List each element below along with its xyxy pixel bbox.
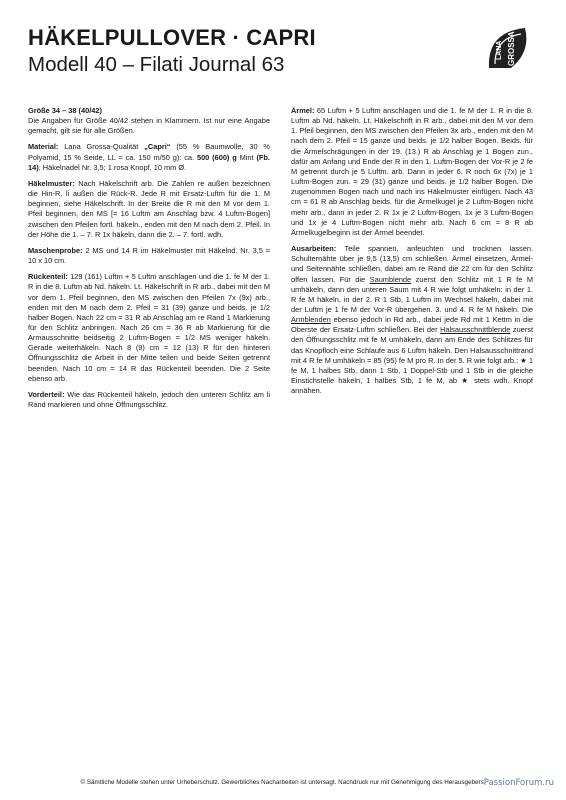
section-ausarbeiten: [291, 244, 533, 396]
ausarbeiten-text-c: ebenso jedoch in Rd arb., dabei jede Rd mit 1 Kettm in die Oberste der Ersatz-Luftm schließen. Bei der: [291, 315, 533, 335]
aermel-text: 65 Luftm + 5 Luftm anschlagen und die 1. fe M der 1. R in die 8. Luftm ab Nd. häkeln. Lt. Häkelschrift in R arb., dabei mit den M vor dem 1. Pfeil beginnen, den MS zwischen den Pfeilen 3x arb., enden mit den M nach dem 2. Pfeil = 15 ganze und beids. je 1/2 halber Bogen. Beids. für die Ärmelschrägungen in der 19. (13.) R ab Anschlag je 1 Bogen zun., dafür am Anfang und Ende der R in den 1. Luftm-Bogen der Vor-R je 2 fe M getrennt durch je 5 Luftm. arb. Dann in jeder 6. R noch 6x (7x) je 1 Luftm-Bogen zun. = 29 (31) ganze und beids. je 1/2 halber Bogen. Die zugenommen Bogen nach und nach ins Häkelmuster einfügen. Nach 43 cm = 61 R ab Anschlag beids. für die Ärmelkugel je 2 Luftm-Bogen nicht mehr arb., dann in jeder 2. R 1x je 2 Luftm-Bogen, 1x je 3 Luftm-Bogen und 1x je 4 Luftm-Bogen nicht mehr arb. Nach 6 cm = 8 R ab Ärmelkugelbeginn ist der Ärmel beendet.: [291, 106, 533, 237]
aermel-label: Ärmel:: [291, 106, 315, 115]
vorderteil-text: Wie das Rückenteil häkeln, jedoch den unteren Schlitz am li Rand markieren und ohne Öffnungsschlitz.: [28, 389, 270, 410]
maschenprobe-text: 2 MS und 14 R im Häkelmuster mit Häkelnd. Nr. 3,5 = 10 x 10 cm.: [28, 245, 270, 266]
ausarbeiten-text-a: Teile spannen, anfeuchten und trocknen lassen. Schulternähte über je 9,5 (13,5) cm schließen. Ärmel einsetzen, Ärmel- und Seitennähte schließen, dabei am re Rand die 22 cm für den Schlitz offen lassen. Für die: [291, 244, 533, 284]
logo-grossa-text: GROSSA: [507, 31, 516, 66]
ausarbeiten-text-d: zuerst den Öffnungsschlitz mit fe M umhäkeln, dann am Ende des Schlitzes für das Knopfloch eine Schlaufe aus 6 Luftm häkeln. Den Halsausschnittrand mit 4 R fe M umhäkeln = 85 (95) fe M pro R. In der 5. R wie folgt arb.: ★ 1 fe M, 1 halbes Stb, dann 1 Stb, 1 Doppel-Stb und 1 Stb in die gleiche Einstichstelle häkeln, 1 halbes Stb, 1 fe M, ab ★ stets wdh. Knopf annähen.: [291, 325, 533, 396]
ausarbeiten-text-b: zuerst den Schlitz mit 1 R fe M umhäkeln, dann den unteren Saum mit 4 R wie folgt umhäkeln: in der 1. R fe M häkeln, in der 2. R 1 Stb, 1 Luftm im Wechsel häkeln, dabei mit der Luftm je 1 fe M der Vor-R übergehen. 3. und 4. R fe M häkeln. Die: [291, 274, 533, 314]
rueckenteil-label: Rückenteil:: [28, 272, 68, 282]
right-column: [291, 106, 533, 402]
haekelmuster-text: Nach Häkelschrift arb. Die Zahlen re außen bezeichnen die Hin-R, li außen die Rück-R. Jede R mit Ersatz-Luftm für die 1. M beginnen, siehe Häkelschrift. In der Breite die R mit den M vor dem 1. Pfeil beginnen, den MS [= 16 Luftm am Anschlag bzw. 4 Luftm-Bogen] zwischen den Pfeilen fortl. häkeln., enden mit den M nach dem 2. Pfeil. In der Höhe die 1. – 7. R 1x häkeln, dann die 2. – 7. fortl. wdh.: [28, 178, 270, 239]
lana-grossa-logo: [481, 22, 533, 74]
section-rueckenteil: [28, 272, 270, 384]
material-text-d: ; Häkelnadel Nr. 3,5; 1 rosa Knopf, 10 mm Ø.: [38, 162, 187, 172]
ausarbeiten-label: Ausarbeiten:: [291, 244, 337, 254]
material-text-c: Mint: [236, 152, 257, 162]
page-header: [28, 26, 538, 77]
material-text-b: (55 % Baumwolle, 30 % Polyamid, 15 % Seide, LL = ca. 150 m/50 g): ca.: [28, 142, 270, 162]
material-amount: 500 (600) g: [196, 152, 237, 162]
watermark: PassionForum.ru: [483, 778, 554, 788]
armblenden-term: Armblenden: [291, 315, 331, 325]
vorderteil-label: Vorderteil:: [28, 389, 65, 399]
section-maschenprobe: [28, 246, 270, 266]
material-fb: (Fb. 14): [28, 152, 270, 172]
section-aermel: [291, 106, 533, 238]
material-quality: „Capri“: [144, 142, 171, 152]
page-subtitle: Modell 40 – Filati Journal 63: [28, 53, 285, 76]
section-haekelmuster: [28, 179, 270, 240]
logo-lana-text: LANA: [496, 40, 503, 60]
halsblende-term: Halsausschnittblende: [440, 325, 511, 335]
copyright-footer: © Sämtliche Modelle stehen unter Urheberschutz. Gewerbliches Nacharbeiten ist untersagt. Nachdruck nur mit Genehmigung des Herausgebers.: [80, 779, 486, 786]
material-text-a: Lana Grossa-Qualität: [58, 142, 145, 152]
section-material: [28, 142, 270, 172]
section-groesse: [28, 106, 270, 136]
page-title: HÄKELPULLOVER · CAPRI: [28, 25, 316, 50]
groesse-label: Größe 34 – 38 (40/42): [28, 106, 102, 115]
section-vorderteil: [28, 390, 270, 410]
material-label: Material:: [28, 142, 59, 152]
rueckenteil-text: 129 (161) Luftm + 5 Luftm anschlagen und die 1. fe M der 1. R in die 8. Luftm ab Nd. häkeln. Lt. Häkelschrift in R arb., dabei mit den M vor dem 1. Pfeil beginnen, den MS zwischen den Pfeilen 7x (9x) arb., enden mit den M nach dem 2. Pfeil = 31 (39) ganze und beids. je 1/2 halber Bogen. Nach 22 cm = 31 R ab Anschlag am re Rand 1 Markierung für den Schlitz anbringen. Nach 26 cm = 36 R ab Markierung für die Armausschnitte beidseitig 2 Luftm-Bogen = 1/2 MS weniger häkeln. Gerade weiterhäkeln. Nach 8 (9) cm = 12 (13) R für den hinteren Öffnungsschlitz die Arbeit in der Mitte teilen und beide Seiten getrennt beenden. Nach 10 cm = 14 R das Rückenteil beenden. Die 2 Seite ebenso arb.: [28, 272, 270, 383]
saumblende-term: Saumblende: [369, 274, 412, 284]
haekelmuster-label: Häkelmuster:: [28, 178, 75, 188]
groesse-text: Die Angaben für Größe 40/42 stehen in Klammern. Ist nur eine Angabe gemacht, gilt sie für alle Größen.: [28, 116, 270, 136]
maschenprobe-label: Maschenprobe:: [28, 245, 83, 255]
left-column: [28, 106, 270, 416]
